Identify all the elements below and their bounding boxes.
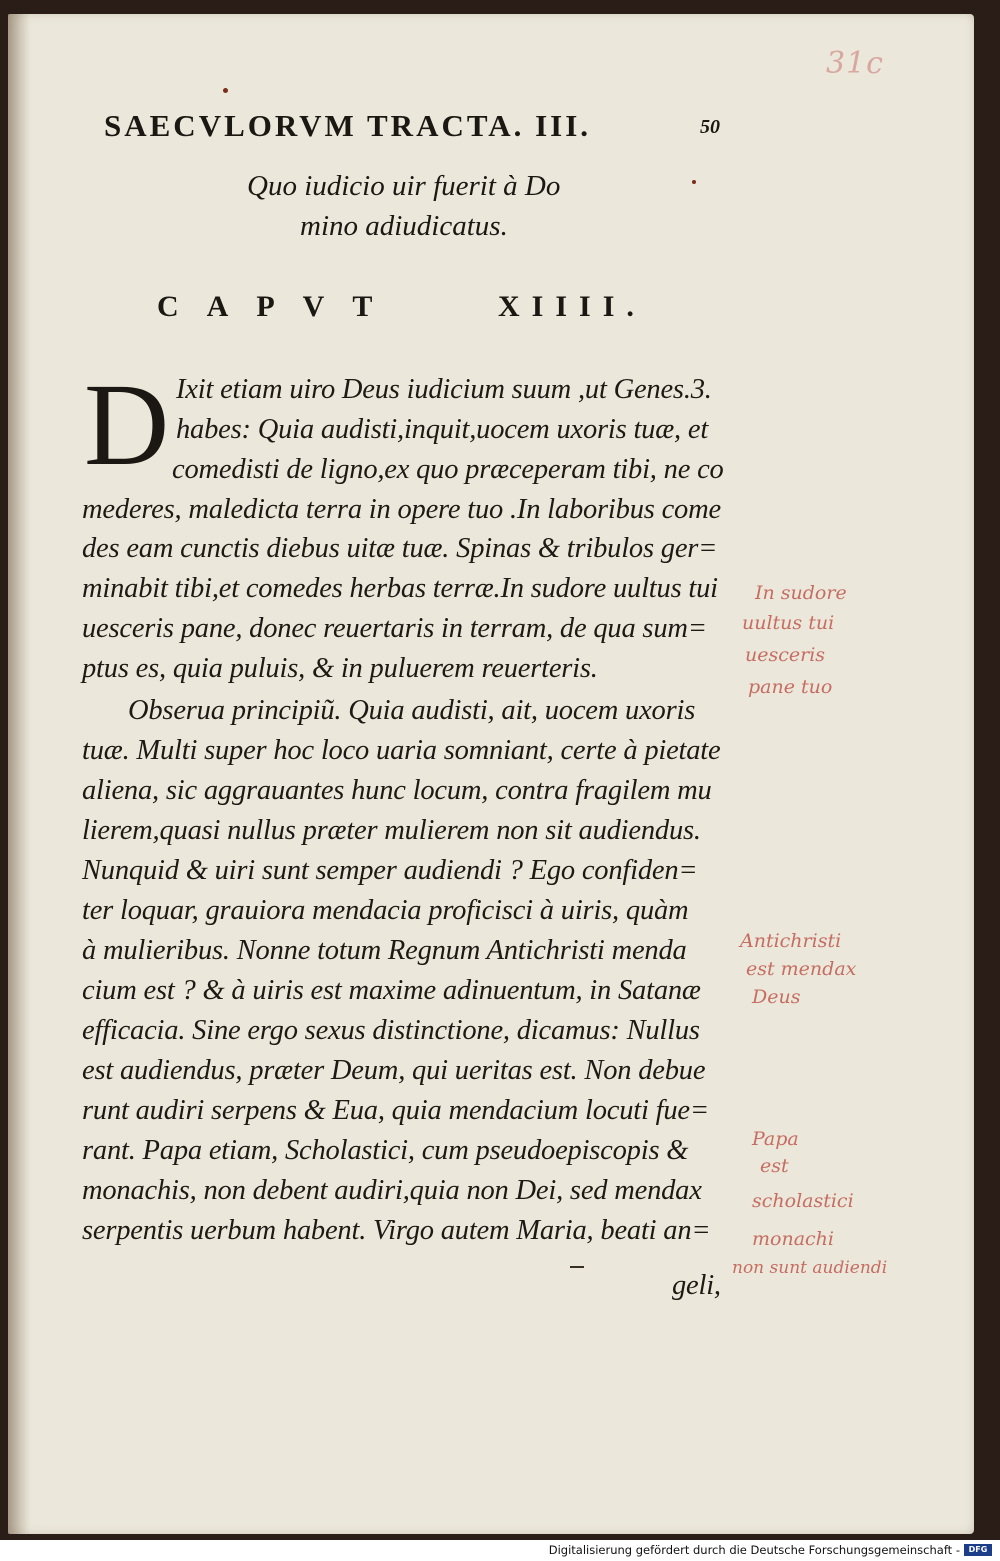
text-line: Nunquid & uiri sunt semper audiendi ? Ego confiden=: [82, 855, 698, 886]
text-line: à mulieribus. Nonne totum Regnum Antichristi menda: [82, 935, 687, 966]
dfg-logo: DFG: [964, 1544, 992, 1556]
text-line: habes: Quia audisti,inquit,uocem uxoris tuæ, et: [176, 414, 709, 445]
text-line: monachis, non debent audiri,quia non Dei, sed mendax: [82, 1175, 702, 1206]
marginal-note: Antichristi: [740, 930, 842, 952]
marginal-note: est: [760, 1155, 789, 1177]
text-line: minabit tibi,et comedes herbas terræ.In sudore uultus tui: [82, 573, 718, 604]
marginal-note: Papa: [752, 1128, 799, 1150]
marginal-note: est mendax: [746, 958, 857, 980]
text-line: serpentis uerbum habent. Virgo autem Maria, beati an=: [82, 1215, 711, 1246]
marginal-note: In sudore: [755, 582, 847, 604]
text-line: uesceris pane, donec reuertaris in terram, de qua sum=: [82, 613, 707, 644]
divider: [570, 1266, 584, 1268]
marginal-note: uesceris: [745, 644, 826, 666]
chapter-title-line-2: mino adiudicatus.: [300, 210, 508, 242]
text-line: aliena, sic aggrauantes hunc locum, contra fragilem mu: [82, 775, 712, 806]
chapter-label: CAPVT: [157, 290, 401, 323]
chapter-number: XIIII.: [498, 290, 646, 323]
marginal-note: uultus tui: [742, 612, 835, 634]
text-line: cium est ? & à uiris est maxime adinuentum, in Satanæ: [82, 975, 701, 1006]
catchword: geli,: [672, 1270, 721, 1301]
text-line: comedisti de ligno,ex quo præceperam tibi, ne co: [172, 454, 724, 485]
text-line: tuæ. Multi super hoc loco uaria somniant, certe à pietate: [82, 735, 721, 766]
drop-cap-initial: D: [84, 359, 170, 490]
marginal-note: Deus: [752, 986, 801, 1008]
text-line: ptus es, quia puluis, & in puluerem reuerteris.: [82, 653, 598, 684]
running-head: SAECVLORVM TRACTA. III.: [104, 108, 592, 143]
text-line: runt audiri serpens & Eua, quia mendacium locuti fue=: [82, 1095, 709, 1126]
text-line: lierem,quasi nullus præter mulierem non sit audiendus.: [82, 815, 701, 846]
text-line: des eam cunctis diebus uitæ tuæ. Spinas & tribulos ger=: [82, 533, 718, 564]
marginal-note: pane tuo: [748, 676, 833, 698]
text-line: rant. Papa etiam, Scholastici, cum pseudoepiscopis &: [82, 1135, 689, 1166]
marginal-note: monachi: [752, 1228, 834, 1250]
page-number: 50: [700, 116, 720, 138]
text-line: est audiendus, præter Deum, qui ueritas est. Non debue: [82, 1055, 706, 1086]
text-line: Ixit etiam uiro Deus iudicium suum ,ut Genes.3.: [176, 374, 712, 405]
footer-credit: Digitalisierung gefördert durch die Deutsche Forschungsgemeinschaft -: [548, 1543, 960, 1557]
chapter-title-line-1: Quo iudicio uir fuerit à Do: [247, 170, 561, 202]
text-line: mederes, maledicta terra in opere tuo .In laboribus come: [82, 494, 721, 525]
ink-spot: [223, 88, 228, 93]
marginal-note: scholastici: [752, 1190, 854, 1212]
pencil-folio-number: 31c: [826, 46, 884, 81]
text-line: efficacia. Sine ergo sexus distinctione, dicamus: Nullus: [82, 1015, 700, 1046]
text-line: Obserua principiũ. Quia audisti, ait, uocem uxoris: [128, 695, 696, 726]
marginal-note: non sunt audiendi: [732, 1258, 888, 1278]
page-gutter-shadow: [8, 14, 30, 1534]
ink-spot: [692, 180, 696, 184]
text-line: ter loquar, grauiora mendacia proficisci à uiris, quàm: [82, 895, 689, 926]
